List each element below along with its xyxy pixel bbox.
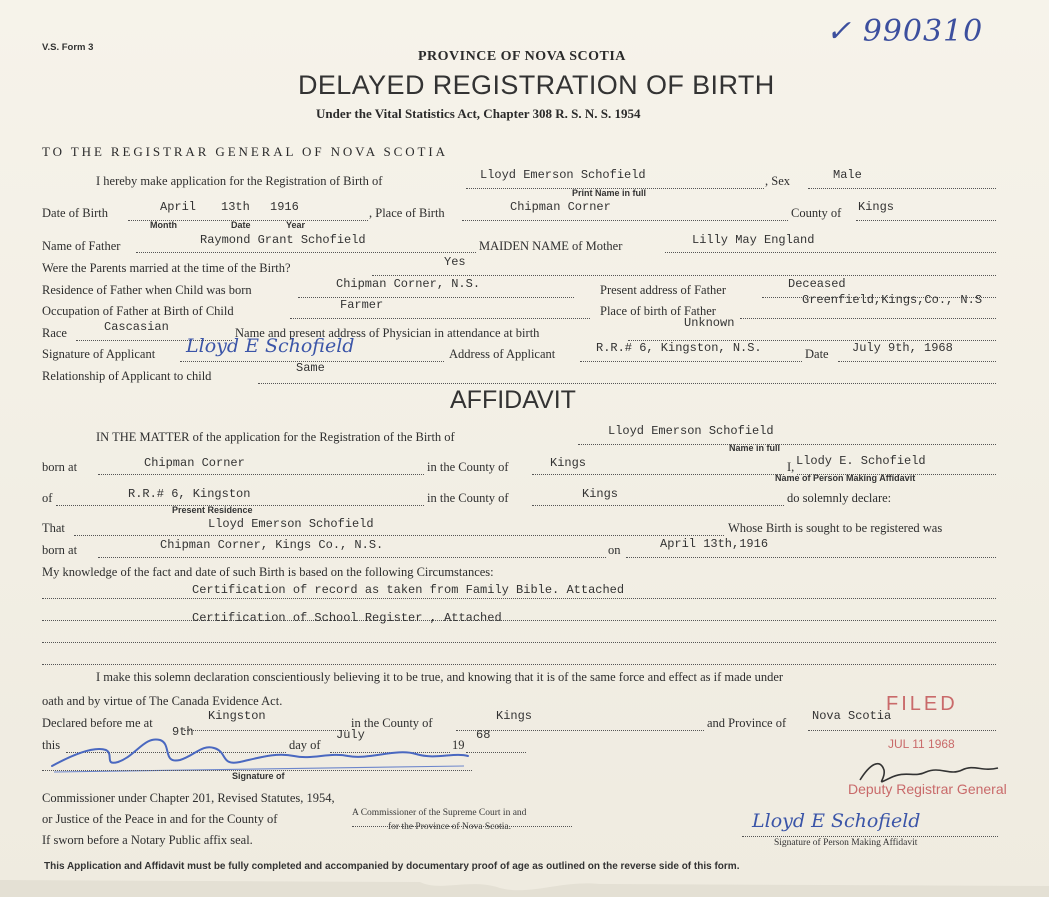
- county-label-3: in the County of: [351, 716, 433, 730]
- sex-value: Male: [833, 168, 862, 182]
- physician-label: Name and present address of Physician in attendance at birth: [235, 326, 540, 340]
- on-date: April 13th,1916: [660, 537, 769, 551]
- deponent-name: Llody E. Schofield: [796, 454, 926, 468]
- form-number: V.S. Form 3: [42, 42, 94, 53]
- print-name-note: Print Name in full: [572, 188, 647, 198]
- circumstance-2: Certification of School Register , Attached: [192, 611, 502, 625]
- on-label: on: [608, 543, 621, 557]
- occupation-label: Occupation of Father at Birth of Child: [42, 304, 234, 318]
- month-note: Month: [150, 220, 177, 230]
- physician-value: Unknown: [684, 316, 735, 330]
- commissioner-signature: [44, 726, 474, 776]
- county-label: County of: [791, 206, 842, 220]
- pob-label: , Place of Birth: [369, 206, 445, 220]
- that-label: That: [42, 521, 65, 535]
- married-label: Were the Parents married at the time of the Birth?: [42, 261, 291, 275]
- act-subtitle: Under the Vital Statistics Act, Chapter 308 R. S. N. S. 1954: [316, 106, 641, 121]
- date-value: July 9th, 1968: [852, 341, 953, 355]
- residence-label: Residence of Father when Child was born: [42, 283, 252, 297]
- father-value: Raymond Grant Schofield: [200, 233, 366, 247]
- county-value-1: Kings: [550, 456, 587, 470]
- filed-date: JUL 11 1968: [888, 737, 955, 751]
- page-title: DELAYED REGISTRATION OF BIRTH: [298, 70, 775, 100]
- that-name: Lloyd Emerson Schofield: [208, 517, 374, 531]
- county-value-2: Kings: [582, 487, 619, 501]
- present-addr-label: Present address of Father: [600, 283, 727, 297]
- applicant-signature: Lloyd E Schofield: [186, 335, 355, 357]
- name-full-note: Name in full: [729, 443, 781, 453]
- mother-value: Lilly May England: [692, 233, 815, 247]
- father-label: Name of Father: [42, 239, 121, 253]
- deponent-note: Name of Person Making Affidavit: [775, 473, 916, 483]
- sex-label: , Sex: [765, 174, 790, 188]
- matter-label: IN THE MATTER of the application for the Registration of the Birth of: [96, 430, 455, 444]
- year-prefix: 19: [452, 738, 465, 752]
- this-label: this: [42, 738, 61, 752]
- serial-number: ✓ 990310: [826, 14, 984, 49]
- solemn-line-1: I make this solemn declaration conscientiously believing it to be true, and knowing that it is of the same force and effect as if made under: [96, 670, 784, 684]
- born-at-label-2: born at: [42, 543, 78, 557]
- dob-year: 1916: [270, 200, 299, 214]
- i-label: I,: [787, 460, 795, 474]
- declared-at: Kingston: [208, 709, 266, 723]
- race-value: Cascasian: [104, 320, 169, 334]
- addr-value: R.R.# 6, Kingston, N.S.: [596, 341, 762, 355]
- circumstance-1: Certification of record as taken from Family Bible. Attached: [192, 583, 625, 597]
- born-at-label: born at: [42, 460, 78, 474]
- declared-county: Kings: [496, 709, 533, 723]
- addressee: TO THE REGISTRAR GENERAL OF NOVA SCOTIA: [42, 144, 448, 159]
- born-at-value-2: Chipman Corner, Kings Co., N.S.: [160, 538, 384, 552]
- day-of-label: day of: [289, 738, 321, 752]
- apply-label: I hereby make application for the Registration of Birth of: [96, 174, 383, 188]
- dob-label: Date of Birth: [42, 206, 108, 220]
- deponent-sig-label: Signature of Person Making Affidavit: [774, 838, 918, 848]
- county-label-2: in the County of: [427, 491, 509, 505]
- whose-birth-text: Whose Birth is sought to be registered was: [728, 521, 943, 535]
- province-heading: PROVINCE OF NOVA SCOTIA: [418, 49, 626, 64]
- race-label: Race: [42, 326, 67, 340]
- year-note: Year: [286, 220, 306, 230]
- date-label: Date: [805, 347, 829, 361]
- residence-value: Chipman Corner, N.S.: [336, 277, 481, 291]
- dob-month: April: [160, 200, 197, 214]
- applicant-sig-label: Signature of Applicant: [42, 347, 156, 361]
- married-value: Yes: [444, 255, 466, 269]
- relationship-value: Same: [296, 361, 325, 375]
- declared-province: Nova Scotia: [812, 709, 892, 723]
- month-value: July: [336, 728, 365, 742]
- commissioner-stamp-1: A Commissioner of the Supreme Court in and: [352, 808, 527, 818]
- declared-label: Declared before me at: [42, 716, 153, 730]
- occupation-value: Farmer: [340, 298, 384, 312]
- county-value: Kings: [858, 200, 895, 214]
- present-res-note: Present Residence: [172, 505, 253, 515]
- father-pob-label: Place of birth of Father: [600, 304, 716, 318]
- year-suffix: 68: [476, 728, 491, 742]
- relationship-label: Relationship of Applicant to child: [42, 369, 212, 383]
- signature-of-label: Signature of: [232, 771, 285, 781]
- commissioner-line-1: Commissioner under Chapter 201, Revised Statutes, 1954,: [42, 791, 335, 805]
- born-at-value: Chipman Corner: [144, 456, 245, 470]
- pob-value: Chipman Corner: [510, 200, 611, 214]
- affidavit-heading: AFFIDAVIT: [450, 386, 576, 414]
- declare-text: do solemnly declare:: [787, 491, 892, 505]
- of-addr: R.R.# 6, Kingston: [128, 487, 251, 501]
- date-note: Date: [231, 220, 251, 230]
- footer-note: This Application and Affidavit must be fully completed and accompanied by documentary proof of age as outlined on the reverse side of this form.: [44, 861, 740, 872]
- knowledge-text: My knowledge of the fact and date of such Birth is based on the following Circumstances:: [42, 565, 494, 579]
- dob-date: 13th: [221, 200, 250, 214]
- torn-edge: [0, 872, 1049, 897]
- father-pob-value: Greenfield,Kings,Co., N.S: [802, 293, 983, 307]
- filed-stamp: FILED: [886, 693, 958, 715]
- notary-line: If sworn before a Notary Public affix seal.: [42, 833, 253, 847]
- solemn-line-2: oath and by virtue of The Canada Evidence Act.: [42, 694, 283, 708]
- day-value: 9th: [172, 725, 194, 739]
- province-label: and Province of: [707, 716, 787, 730]
- deponent-signature: Lloyd E Schofield: [752, 810, 921, 832]
- registrar-stamp: Deputy Registrar General: [848, 781, 1007, 797]
- of-label: of: [42, 491, 53, 505]
- mother-label: MAIDEN NAME of Mother: [479, 239, 623, 253]
- county-label-1: in the County of: [427, 460, 509, 474]
- commissioner-stamp-2: for the Province of Nova Scotia.: [388, 822, 511, 832]
- commissioner-line-2: or Justice of the Peace in and for the County of: [42, 812, 278, 826]
- addr-label: Address of Applicant: [449, 347, 556, 361]
- child-name: Lloyd Emerson Schofield: [480, 168, 646, 182]
- present-addr-value: Deceased: [788, 277, 846, 291]
- matter-name: Lloyd Emerson Schofield: [608, 424, 774, 438]
